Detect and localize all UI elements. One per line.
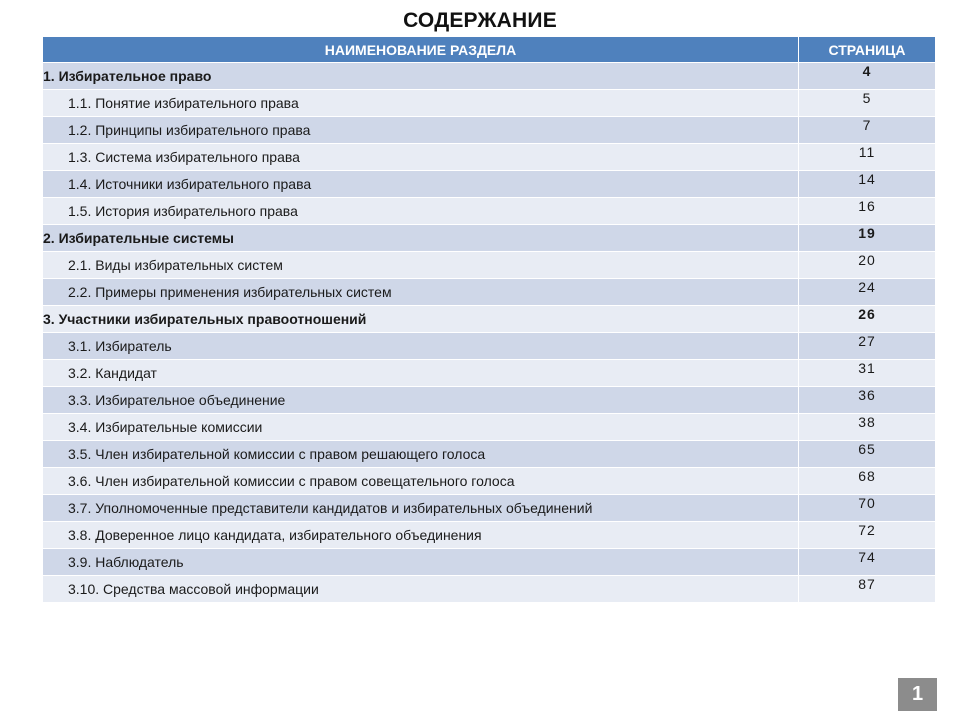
toc-entry-title: 3.4. Избирательные комиссии (43, 414, 799, 441)
toc-entry-title: 3.3. Избирательное объединение (43, 387, 799, 414)
toc-entry-title: 1.5. История избирательного права (43, 198, 799, 225)
contents-table (42, 36, 936, 603)
toc-entry-title: 1.4. Источники избирательного права (43, 171, 799, 198)
table-header-row (43, 37, 936, 63)
toc-entry-title: 3.1. Избиратель (43, 333, 799, 360)
page-title: СОДЕРЖАНИЕ (403, 9, 557, 32)
toc-subsection-row[interactable] (43, 576, 936, 603)
toc-entry-title: 3.6. Член избирательной комиссии с правом совещательного голоса (43, 468, 799, 495)
toc-entry-page-link[interactable]: 4 (799, 63, 936, 90)
toc-entry-title: 1.1. Понятие избирательного права (43, 90, 799, 117)
toc-entry-title: 1.3. Система избирательного права (43, 144, 799, 171)
toc-subsection-row[interactable] (43, 90, 936, 117)
toc-subsection-row[interactable] (43, 333, 936, 360)
toc-entry-title: 2.2. Примеры применения избирательных систем (43, 279, 799, 306)
toc-entry-page-link[interactable]: 36 (799, 387, 936, 414)
toc-section-row[interactable] (43, 225, 936, 252)
toc-subsection-row[interactable] (43, 171, 936, 198)
toc-entry-page-link[interactable]: 11 (799, 144, 936, 171)
toc-section-row[interactable] (43, 63, 936, 90)
contents-table-body (43, 63, 936, 603)
toc-subsection-row[interactable] (43, 252, 936, 279)
toc-subsection-row[interactable] (43, 549, 936, 576)
toc-entry-page-link[interactable]: 70 (799, 495, 936, 522)
toc-subsection-row[interactable] (43, 279, 936, 306)
toc-subsection-row[interactable] (43, 495, 936, 522)
toc-subsection-row[interactable] (43, 117, 936, 144)
toc-entry-title: 1.2. Принципы избирательного права (43, 117, 799, 144)
toc-entry-title: 3.2. Кандидат (43, 360, 799, 387)
toc-subsection-row[interactable] (43, 468, 936, 495)
toc-entry-page-link[interactable]: 68 (799, 468, 936, 495)
toc-subsection-row[interactable] (43, 387, 936, 414)
toc-subsection-row[interactable] (43, 441, 936, 468)
toc-entry-page-link[interactable]: 74 (799, 549, 936, 576)
toc-subsection-row[interactable] (43, 144, 936, 171)
toc-entry-page-link[interactable]: 27 (799, 333, 936, 360)
toc-entry-page-link[interactable]: 31 (799, 360, 936, 387)
toc-entry-page-link[interactable]: 19 (799, 225, 936, 252)
toc-entry-title: 3.10. Средства массовой информации (43, 576, 799, 603)
toc-subsection-row[interactable] (43, 198, 936, 225)
toc-entry-page-link[interactable]: 72 (799, 522, 936, 549)
toc-entry-page-link[interactable]: 38 (799, 414, 936, 441)
toc-entry-page-link[interactable]: 7 (799, 117, 936, 144)
toc-entry-title: 2.1. Виды избирательных систем (43, 252, 799, 279)
toc-entry-page-link[interactable]: 20 (799, 252, 936, 279)
toc-entry-page-link[interactable]: 14 (799, 171, 936, 198)
toc-entry-page-link[interactable]: 87 (799, 576, 936, 603)
toc-entry-page-link[interactable]: 26 (799, 306, 936, 333)
toc-entry-page-link[interactable]: 5 (799, 90, 936, 117)
toc-entry-page-link[interactable]: 24 (799, 279, 936, 306)
toc-entry-title: 3.8. Доверенное лицо кандидата, избирательного объединения (43, 522, 799, 549)
toc-entry-page-link[interactable]: 65 (799, 441, 936, 468)
toc-entry-page-link[interactable]: 16 (799, 198, 936, 225)
toc-entry-title: 3. Участники избирательных правоотношений (43, 306, 799, 333)
column-header-page: СТРАНИЦА (799, 37, 936, 63)
slide-number-badge: 1 (898, 678, 937, 711)
toc-entry-title: 1. Избирательное право (43, 63, 799, 90)
toc-entry-title: 2. Избирательные системы (43, 225, 799, 252)
toc-subsection-row[interactable] (43, 414, 936, 441)
toc-entry-title: 3.9. Наблюдатель (43, 549, 799, 576)
column-header-name: НАИМЕНОВАНИЕ РАЗДЕЛА (43, 37, 799, 63)
toc-section-row[interactable] (43, 306, 936, 333)
toc-subsection-row[interactable] (43, 522, 936, 549)
toc-subsection-row[interactable] (43, 360, 936, 387)
toc-entry-title: 3.5. Член избирательной комиссии с правом решающего голоса (43, 441, 799, 468)
toc-entry-title: 3.7. Уполномоченные представители кандидатов и избирательных объединений (43, 495, 799, 522)
